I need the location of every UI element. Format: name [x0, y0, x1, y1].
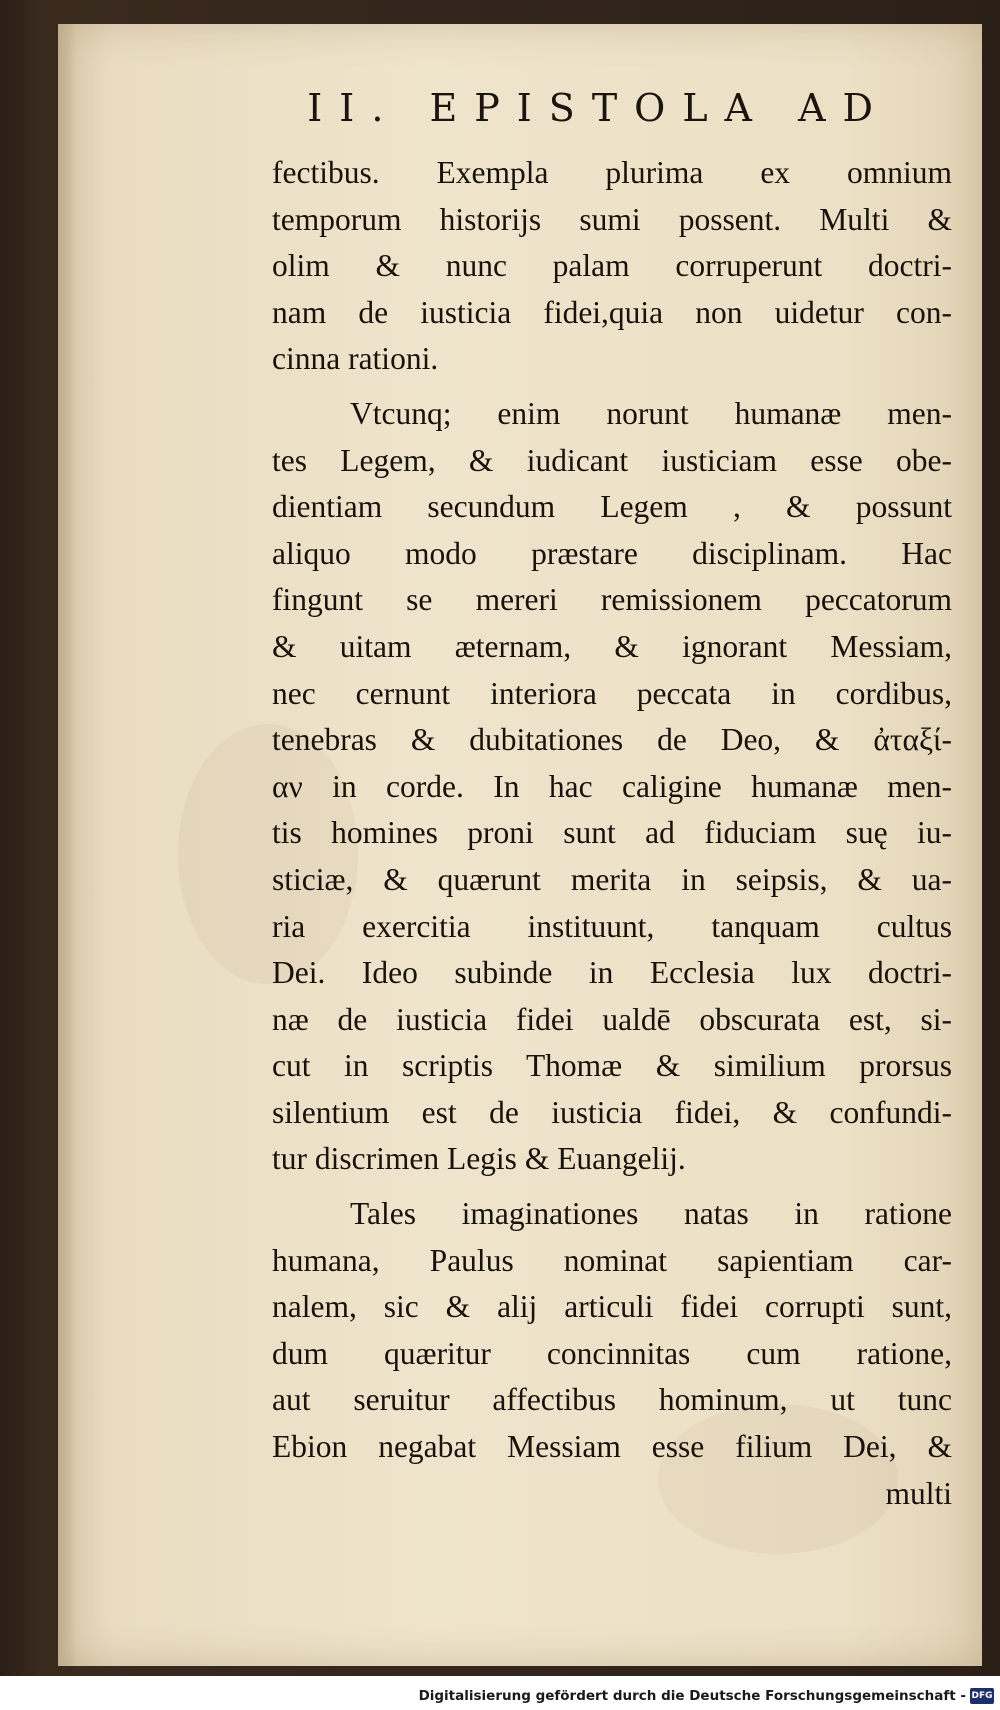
text-line: nec cernunt interiora peccata in cordibus, — [272, 675, 952, 711]
text-line: Vtcunq; enim norunt humanæ men- — [350, 395, 952, 431]
footer-credit: Digitalisierung gefördert durch die Deutsche Forschungsgemeinschaft - — [418, 1688, 966, 1704]
running-head: II. EPISTOLA AD — [307, 86, 890, 130]
text-line: tes Legem, & iudicant iusticiam esse obe- — [272, 442, 952, 478]
text-line: nalem, sic & alij articuli fidei corrupti sunt, — [272, 1289, 952, 1325]
text-line: aut seruitur affectibus hominum, ut tunc — [272, 1382, 952, 1418]
text-line: tur discrimen Legis & Euangelij. — [272, 1141, 686, 1177]
footer-bar — [0, 1676, 1000, 1710]
text-line: næ de iusticia fidei ualdē obscurata est, si- — [272, 1001, 952, 1037]
dfg-logo: DFG — [970, 1688, 994, 1704]
text-line: dum quæritur concinnitas cum ratione, — [272, 1335, 952, 1371]
text-line: humana, Paulus nominat sapientiam car- — [272, 1242, 952, 1278]
text-line: Ebion negabat Messiam esse filium Dei, & — [272, 1429, 952, 1465]
text-line: nam de iusticia fidei,quia non uidetur con- — [272, 294, 952, 330]
text-line: ria exercitia instituunt, tanquam cultus — [272, 908, 952, 944]
paragraph-gap — [272, 1183, 952, 1191]
text-line: tenebras & dubitationes de Deo, & ἀταξί- — [272, 722, 952, 758]
body-text — [272, 150, 952, 1517]
text-line: Tales imaginationes natas in ratione — [350, 1196, 952, 1232]
text-line: fectibus. Exempla plurima ex omnium — [272, 155, 952, 190]
text-line: cut in scriptis Thomæ & similium prorsus — [272, 1048, 952, 1084]
page-gutter-shadow — [58, 24, 76, 1666]
text-line: silentium est de iusticia fidei, & confundi- — [272, 1094, 952, 1130]
text-line: dientiam secundum Legem , & possunt — [272, 489, 952, 525]
text-line: sticiæ, & quærunt merita in seipsis, & ua- — [272, 861, 952, 897]
text-line: aliquo modo præstare disciplinam. Hac — [272, 535, 952, 571]
text-line: cinna rationi. — [272, 341, 439, 377]
text-line: Dei. Ideo subinde in Ecclesia lux doctri- — [272, 955, 952, 991]
paragraph-gap — [272, 383, 952, 391]
text-line: tis homines proni sunt ad fiduciam suę iu- — [272, 815, 952, 851]
text-line: olim & nunc palam corruperunt doctri- — [272, 248, 952, 284]
text-line: fingunt se mereri remissionem peccatorum — [272, 582, 952, 618]
text-line: & uitam æternam, & ignorant Messiam, — [272, 628, 952, 664]
text-line: temporum historijs sumi possent. Multi & — [272, 201, 952, 237]
catchword: multi — [885, 1475, 952, 1511]
text-line: αν in corde. In hac caligine humanæ men- — [272, 768, 952, 804]
